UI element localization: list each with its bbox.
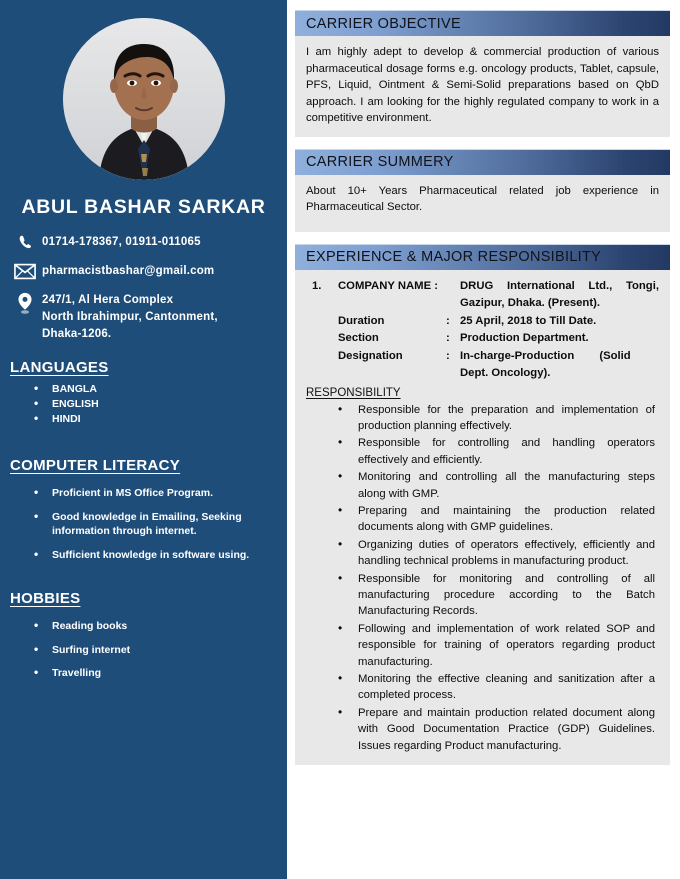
hobbies-list <box>10 619 279 681</box>
list-item: • ENGLISH <box>32 397 279 412</box>
languages-heading: LANGUAGES <box>10 359 109 376</box>
experience-panel <box>295 270 670 766</box>
languages-list <box>10 382 279 427</box>
languages-section <box>0 359 287 427</box>
list-item: • Organizing duties of operators effectively, efficiently and handling technical problems in manufacturing product. <box>336 537 655 570</box>
list-item: • Responsible for controlling and handling operators effectively and efficiently. <box>336 435 655 468</box>
avatar <box>63 18 225 180</box>
objective-text: I am highly adept to develop & commercial production of various pharmaceutical dosage forms e.g. oncology products, Tablet, capsule, PFS, Liquid, Ointment & Semi-Solid preparations based on QbD approach. I am looking for the highly regulated company to work in a competitive environment. <box>306 46 659 124</box>
responsibility-list <box>306 402 659 755</box>
computer-literacy-list <box>10 486 279 562</box>
computer-literacy-heading: COMPUTER LITERACY <box>10 457 181 474</box>
phone-icon <box>8 233 42 251</box>
experience-info-table <box>306 278 659 383</box>
table-row <box>306 348 659 366</box>
summary-heading: CARRIER SUMMERY <box>295 149 670 175</box>
duration-label: Duration <box>338 314 385 327</box>
responsibility-heading: RESPONSIBILITY <box>306 386 401 399</box>
address-text <box>42 291 218 343</box>
list-item: • HINDI <box>32 412 279 427</box>
list-item: • Travelling <box>32 666 279 681</box>
table-row <box>306 278 659 296</box>
list-item: • BANGLA <box>32 382 279 397</box>
summary-panel <box>295 175 670 232</box>
experience-block <box>295 244 670 766</box>
list-item: • Monitoring and controlling all the manufacturing steps along with GMP. <box>336 469 655 502</box>
location-pin-icon <box>8 291 42 315</box>
designation-label: Designation <box>338 349 403 362</box>
table-row <box>306 330 659 348</box>
objective-panel <box>295 36 670 137</box>
contact-email <box>8 262 287 280</box>
summary-text: About 10+ Years Pharmaceutical related job experience in Pharmaceutical Sector. <box>306 184 659 213</box>
photo-container <box>0 0 287 180</box>
table-row <box>306 313 659 331</box>
entry-number: 1. <box>312 279 322 292</box>
list-item: • Monitoring the effective cleaning and sanitization after a completed process. <box>336 671 655 704</box>
list-item: • Good knowledge in Emailing, Seeking information through internet. <box>32 510 279 539</box>
section-label: Section <box>338 332 379 344</box>
envelope-icon <box>8 262 42 280</box>
company-label: COMPANY NAME : <box>338 279 439 292</box>
table-row <box>306 365 659 383</box>
section-colon: : <box>446 332 450 344</box>
table-row <box>306 295 659 313</box>
hobbies-section <box>0 590 287 681</box>
contact-list <box>0 233 287 343</box>
address-line-2: North Ibrahimpur, Cantonment, <box>42 311 218 323</box>
duration-value: 25 April, 2018 to Till Date. <box>460 314 597 327</box>
email-text: pharmacistbashar@gmail.com <box>42 265 215 277</box>
summary-block <box>295 149 670 232</box>
address-line-3: Dhaka-1206. <box>42 328 112 340</box>
list-item: • Prepare and maintain production related document along with Good Documentation Practice (GDP) Guidelines. Issues regarding Product manufacturing. <box>336 705 655 754</box>
contact-address <box>8 291 287 343</box>
sidebar <box>0 0 287 879</box>
computer-literacy-section <box>0 457 287 562</box>
company-value-line-1: DRUG International Ltd., Tongi, <box>460 279 659 292</box>
full-name: ABUL BASHAR SARKAR <box>21 196 266 218</box>
designation-colon: : <box>446 349 450 362</box>
phone-text: 01714-178367, 01911-011065 <box>42 236 201 248</box>
portrait-photo-icon <box>63 18 225 180</box>
main-column <box>287 0 680 879</box>
duration-colon: : <box>446 314 450 327</box>
list-item: • Following and implementation of work related SOP and responsible for training of operators regarding product manufacturing. <box>336 621 655 670</box>
list-item: • Responsible for the preparation and implementation of production planning effectively. <box>336 402 655 435</box>
contact-phone <box>8 233 287 251</box>
experience-heading: EXPERIENCE & MAJOR RESPONSIBILITY <box>295 244 670 270</box>
list-item: • Sufficient knowledge in software using. <box>32 548 279 563</box>
objective-block <box>295 10 670 137</box>
company-colon <box>446 278 460 296</box>
designation-value: In-charge-Production (Solid <box>460 349 631 362</box>
objective-heading: CARRIER OBJECTIVE <box>295 10 670 36</box>
address-line-1: 247/1, Al Hera Complex <box>42 294 174 306</box>
list-item: • Responsible for monitoring and controlling of all manufacturing procedure according to the Batch Manufacturing Records. <box>336 571 655 620</box>
list-item: • Surfing internet <box>32 643 279 658</box>
company-value-line-2: Gazipur, Dhaka. (Present). <box>460 297 600 309</box>
designation-value-line-2: Dept. Oncology). <box>460 367 551 379</box>
list-item: • Proficient in MS Office Program. <box>32 486 279 501</box>
hobbies-heading: HOBBIES <box>10 590 81 607</box>
list-item: • Reading books <box>32 619 279 634</box>
section-value: Production Department. <box>460 332 589 344</box>
list-item: • Preparing and maintaining the production related documents along with GMP guidelines. <box>336 503 655 536</box>
